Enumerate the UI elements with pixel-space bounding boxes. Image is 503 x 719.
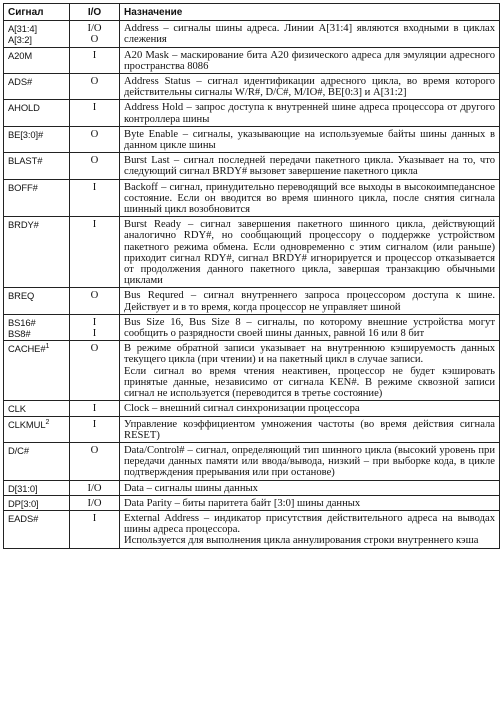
signal-name [4,510,70,548]
signal-name-text: BRDY# [8,219,39,231]
signal-name-text: DP[3:0] [8,497,39,509]
signal-name [4,495,70,510]
signal-name-text: A[31:4] A[3:2] [8,23,38,46]
table-row [4,480,500,495]
signal-io: I [70,179,120,217]
signal-description: Burst Last – сигнал последней передачи пакетного цикла. Указывает на то, что следующий сигнал BRDY# вызовет завершение пакетного цикла [120,153,500,179]
signal-name [4,100,70,126]
table-row [4,510,500,548]
table-row [4,126,500,152]
header-signal: Сигнал [4,4,70,21]
signal-io: O [70,288,120,314]
header-io: I/O [70,4,120,21]
signal-name-text: ADS# [8,76,33,88]
signal-name [4,126,70,152]
signal-io: I [70,416,120,442]
signal-name-text: BLAST# [8,155,43,167]
footnote-marker: 2 [45,418,50,426]
signal-name-text: BE[3:0]# [8,128,44,140]
signal-io: I/O [70,480,120,495]
table-row [4,442,500,480]
signal-io: I [70,510,120,548]
signal-name-text: D[31:0] [8,482,38,494]
signal-name [4,288,70,314]
signal-name-text: CLKMUL [8,418,46,430]
table-row [4,495,500,510]
signal-description: Управление коэффициентом умножения частоты (во время действия сигнала RESET) [120,416,500,442]
signal-description: В режиме обратной записи указывает на внутреннюю кэшируемость данных текущего цикла (при чтении) и на пакетный цикл в случае записи. Если сигнал во время чтения неактивен, процессор не будет кэшировать принятые данные, независимо от сигнала KEN#. В режиме сквозной записи сигнал не используется (переводится в третье состояние) [120,341,500,401]
signal-name [4,21,70,47]
signal-name [4,416,70,442]
signal-name [4,153,70,179]
signal-description: Bus Size 16, Bus Size 8 – сигналы, по которому внешние устройства могут сообщить о разрядности своей шины данных, равной 16 или 8 бит [120,314,500,340]
signal-name-text: EADS# [8,512,39,524]
signal-name-text: AHOLD [8,102,40,114]
signal-description: External Address – индикатор присутствия действительного адреса на выводах шины адреса процессора. Используется для выполнения цикла аннулирования строки внутреннего кэша [120,510,500,548]
table-row [4,314,500,340]
signal-io: O [70,153,120,179]
signal-description: Bus Requred – сигнал внутреннего запроса процессором доступа к шине. Действует и в то время, когда процессор не управляет шиной [120,288,500,314]
signal-name [4,341,70,401]
signal-name-text: A20M [8,49,33,61]
table-row [4,74,500,100]
signal-io: O [70,126,120,152]
signal-description: Clock – внешний сигнал синхронизации процессора [120,401,500,416]
table-row [4,341,500,401]
signal-io: O [70,74,120,100]
signal-io: I [70,100,120,126]
signal-io: O [70,341,120,401]
signal-io: I [70,47,120,73]
signal-description: Data – сигналы шины данных [120,480,500,495]
table-row [4,21,500,47]
signal-name-text: BREQ [8,290,35,302]
table-row [4,100,500,126]
signal-description: A20 Mask – маскирование бита A20 физического адреса для эмуляции адресного пространства 8086 [120,47,500,73]
signal-name [4,314,70,340]
table-row [4,217,500,288]
table-row [4,401,500,416]
signal-description: Address Hold – запрос доступа к внутренней шине адреса процессора от другого контроллера шины [120,100,500,126]
signal-description: Data Parity – биты паритета байт [3:0] шины данных [120,495,500,510]
signal-name [4,401,70,416]
signal-table [3,3,500,549]
signal-name-text: D/C# [8,444,29,456]
table-row [4,153,500,179]
table-row [4,288,500,314]
signal-name [4,179,70,217]
table-row [4,179,500,217]
signal-description: Backoff – сигнал, принудительно переводящий все выходы в высокоимпедансное состояние. Если он вводится во время шинного цикла, после снятия сигнала шинный цикл возобновится [120,179,500,217]
signal-description: Byte Enable – сигналы, указывающие на используемые байты шины данных в данном цикле шины [120,126,500,152]
signal-name [4,480,70,495]
signal-io: I I [70,314,120,340]
signal-io: O [70,442,120,480]
signal-name [4,442,70,480]
signal-name [4,217,70,288]
signal-name-text: BS16# BS8# [8,316,36,340]
table-row [4,47,500,73]
table-row [4,416,500,442]
signal-description: Data/Control# – сигнал, определяющий тип шинного цикла (высокий уровень при передачи данных памяти или ввода/вывода, низкий – при выборке кода, в цикле подтверждения прерывания или при останове) [120,442,500,480]
signal-io: I/O [70,495,120,510]
signal-name-text: BOFF# [8,181,38,193]
footnote-marker: 1 [45,343,50,351]
signal-name [4,74,70,100]
signal-name-text: CACHE# [8,343,46,355]
signal-description: Address Status – сигнал идентификации адресного цикла, во время которого действительны сигналы W/R#, D/C#, M/IO#, BE[0:3] и A[31:2] [120,74,500,100]
table-header-row [4,4,500,21]
signal-io: I [70,217,120,288]
signal-name-text: CLK [8,403,26,415]
signal-description: Address – сигналы шины адреса. Линии A[31:4] являются входными в циклах слежения [120,21,500,47]
signal-io: I/O O [70,21,120,47]
header-purpose: Назначение [120,4,500,21]
signal-name [4,47,70,73]
signal-description: Burst Ready – сигнал завершения пакетного шинного цикла, действующий аналогично RDY#, но сообщающий процессору о поддержке устройством пакетного режима обмена. Если одновременно с этим сигналом (или раньше) приходит сигнал RDY#, сигнал BRDY# игнорируется и процессор отказывается от продолжения данного пакетного цикла, завершая транзакцию обычными циклами [120,217,500,288]
signal-io: I [70,401,120,416]
